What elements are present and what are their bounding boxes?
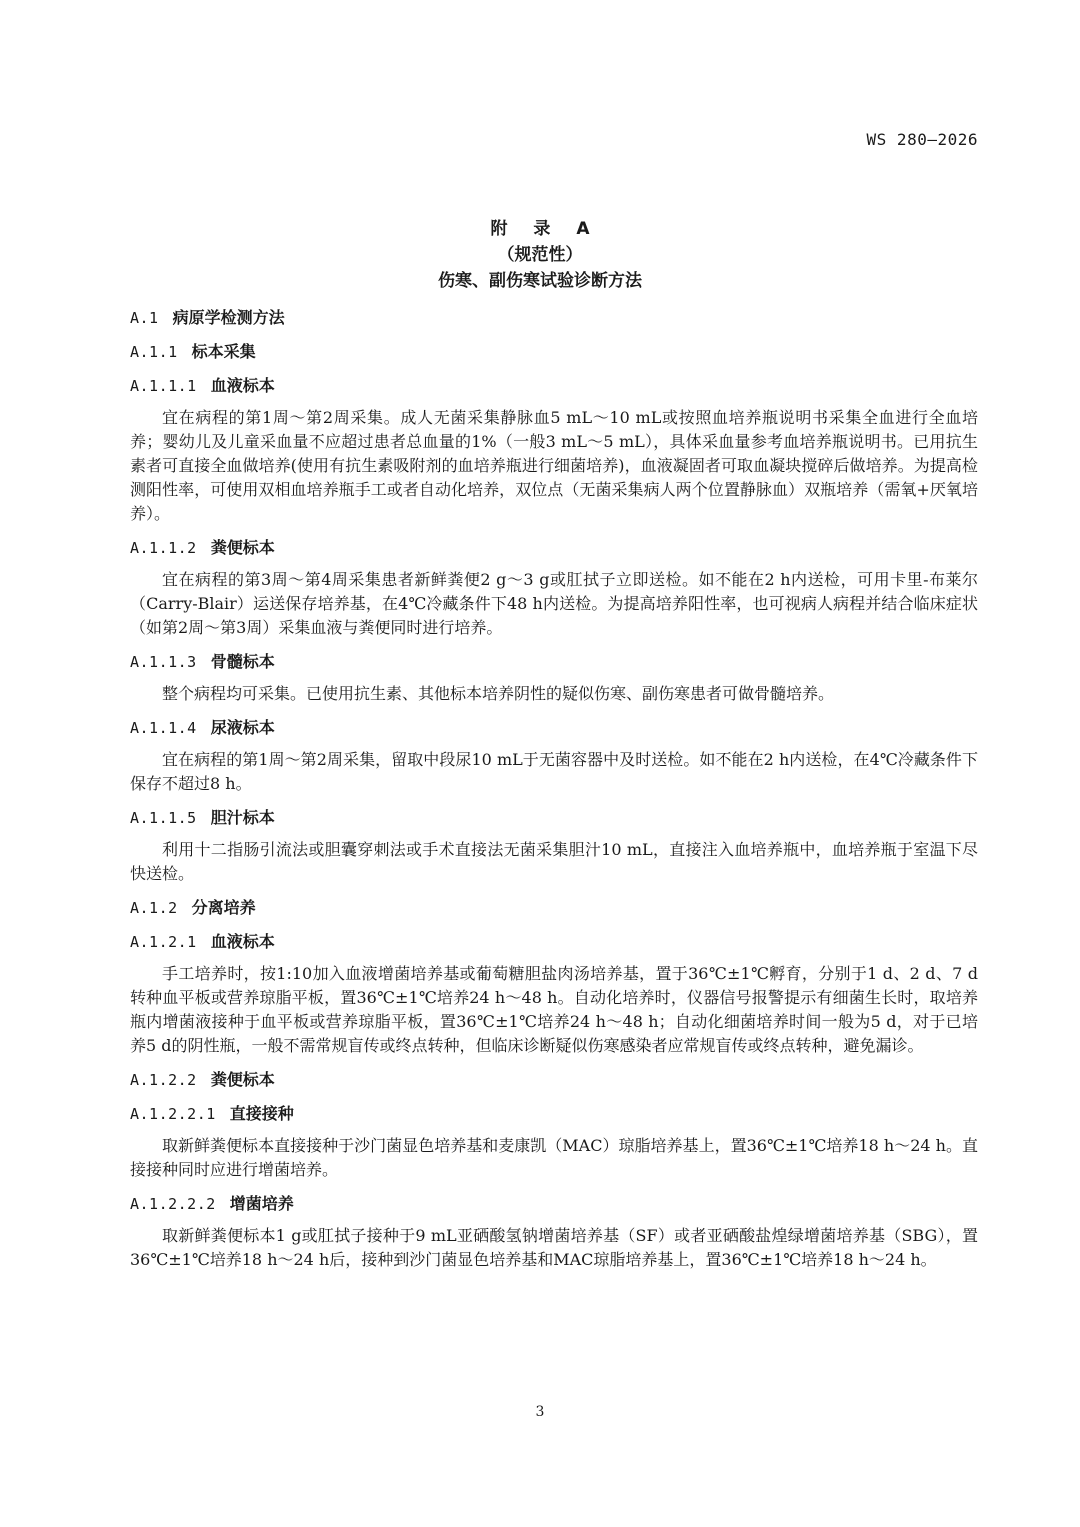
section-number: A.1.1.2 <box>130 539 197 557</box>
section-number: A.1.1.5 <box>130 809 197 827</box>
annex-title: 附 录 A <box>490 219 600 239</box>
section-title: 标本采集 <box>191 342 256 361</box>
document-body <box>130 302 978 1278</box>
section-number: A.1.2.1 <box>130 933 197 951</box>
section-title: 粪便标本 <box>210 1070 275 1089</box>
section-number: A.1.2.2.1 <box>130 1105 216 1123</box>
section-number: A.1.1 <box>130 343 178 361</box>
section-paragraph: 宜在病程的第3周～第4周采集患者新鲜粪便2 g～3 g或肛拭子立即送检。如不能在2 h内送检，可用卡里-布莱尔（Carry-Blair）运送保存培养基，在4℃冷藏条件下48 h内送检。为提高培养阳性率，也可视病人病程并结合临床症状（如第2周～第3周）采集血液与粪便同时进行培养。 <box>130 570 978 637</box>
annex-subject: 伤寒、副伤寒试验诊断方法 <box>438 271 642 291</box>
section-paragraph: 整个病程均可采集。已使用抗生素、其他标本培养阴性的疑似伤寒、副伤寒患者可做骨髓培养。 <box>162 684 835 703</box>
section-title: 胆汁标本 <box>210 808 275 827</box>
section-heading <box>130 1064 978 1098</box>
section-paragraph: 取新鲜粪便标本直接接种于沙门菌显色培养基和麦康凯（MAC）琼脂培养基上，置36℃±1℃培养18 h～24 h。直接接种同时应进行增菌培养。 <box>130 1136 978 1179</box>
section-paragraph: 取新鲜粪便标本1 g或肛拭子接种于9 mL亚硒酸氢钠增菌培养基（SF）或者亚硒酸盐煌绿增菌培养基（SBG），置36℃±1℃培养18 h～24 h后，接种到沙门菌显色培养基和MAC琼脂培养基上，置36℃±1℃培养18 h～24 h。 <box>130 1226 978 1269</box>
section-number: A.1.1.4 <box>130 719 197 737</box>
section-number: A.1.2 <box>130 899 178 917</box>
section-heading <box>130 712 978 746</box>
section-number: A.1 <box>130 309 159 327</box>
section-number: A.1.2.2 <box>130 1071 197 1089</box>
section-title: 血液标本 <box>210 376 275 395</box>
annex-header <box>0 216 1080 294</box>
section-title: 增菌培养 <box>229 1194 294 1213</box>
section-heading <box>130 1188 978 1222</box>
section-heading <box>130 370 978 404</box>
section-paragraph: 宜在病程的第1周～第2周采集，留取中段尿10 mL于无菌容器中及时送检。如不能在2 h内送检，在4℃冷藏条件下保存不超过8 h。 <box>130 750 978 793</box>
section-paragraph: 利用十二指肠引流法或胆囊穿刺法或手术直接法无菌采集胆汁10 mL，直接注入血培养瓶中，血培养瓶于室温下尽快送检。 <box>130 840 978 883</box>
section-number: A.1.1.1 <box>130 377 197 395</box>
annex-type: （规范性） <box>497 245 583 265</box>
section-heading <box>130 1098 978 1132</box>
section-heading <box>130 336 978 370</box>
section-heading <box>130 646 978 680</box>
section-heading <box>130 532 978 566</box>
page-number: 3 <box>535 1404 545 1420</box>
section-paragraph: 手工培养时，按1:10加入血液增菌培养基或葡萄糖胆盐肉汤培养基，置于36℃±1℃孵育，分别于1 d、2 d、7 d转种血平板或营养琼脂平板，置36℃±1℃培养24 h～48 h。自动化培养时，仪器信号报警提示有细菌生长时，取培养瓶内增菌液接种于血平板或营养琼脂平板，置36℃±1℃培养24 h～48 h；自动化细菌培养时间一般为5 d，对于已培养5 d的阴性瓶，一般不需常规盲传或终点转种，但临床诊断疑似伤寒感染者应常规盲传或终点转种，避免漏诊。 <box>130 964 978 1055</box>
section-heading <box>130 302 978 336</box>
section-heading <box>130 892 978 926</box>
section-heading <box>130 802 978 836</box>
section-title: 血液标本 <box>210 932 275 951</box>
section-title: 病原学检测方法 <box>172 308 285 327</box>
section-number: A.1.1.3 <box>130 653 197 671</box>
section-number: A.1.2.2.2 <box>130 1195 216 1213</box>
section-paragraph: 宜在病程的第1周～第2周采集。成人无菌采集静脉血5 mL～10 mL或按照血培养瓶说明书采集全血进行全血培养；婴幼儿及儿童采血量不应超过患者总血量的1%（一般3 mL～5 mL），具体采血量参考血培养瓶说明书。已用抗生素者可直接全血做培养(使用有抗生素吸附剂的血培养瓶进行细菌培养)，血液凝固者可取血凝块搅碎后做培养。为提高检测阳性率，可使用双相血培养瓶手工或者自动化培养，双位点（无菌采集病人两个位置静脉血）双瓶培养（需氧+厌氧培养）。 <box>130 408 978 523</box>
section-title: 直接接种 <box>229 1104 294 1123</box>
section-title: 分离培养 <box>191 898 256 917</box>
section-title: 骨髓标本 <box>210 652 275 671</box>
section-title: 粪便标本 <box>210 538 275 557</box>
section-heading <box>130 926 978 960</box>
document-code: WS 280—2026 <box>866 130 978 149</box>
section-title: 尿液标本 <box>210 718 275 737</box>
